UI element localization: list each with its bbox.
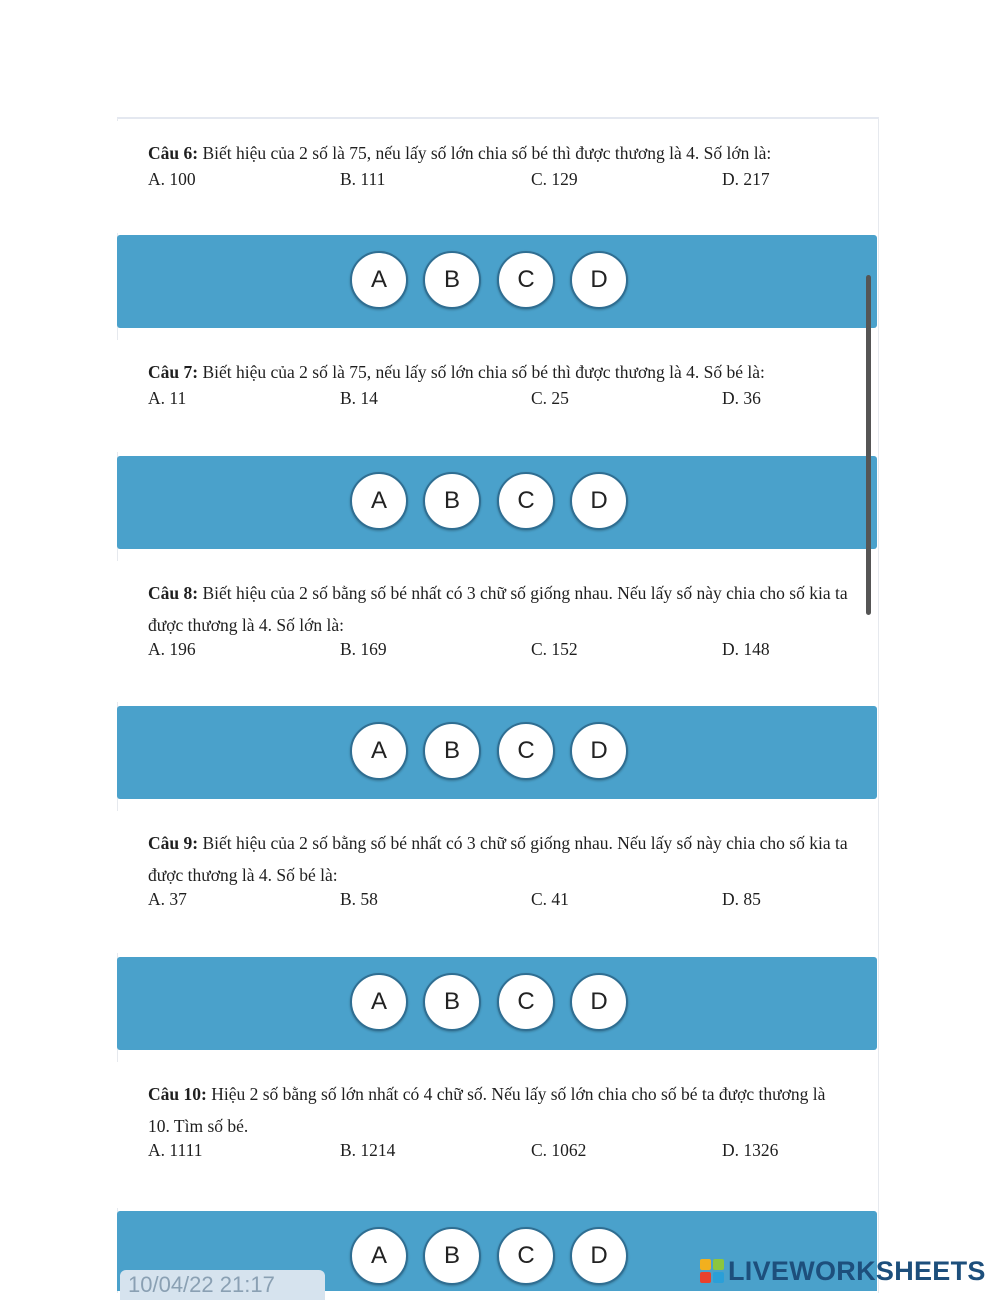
- answer-button-a[interactable]: A: [350, 973, 408, 1031]
- option-a: A. 11: [148, 388, 187, 408]
- answer-bar-8: [117, 706, 877, 799]
- question-body: Biết hiệu của 2 số bằng số bé nhất có 3 chữ số giống nhau. Nếu lấy số này chia cho số kia ta được thương là 4. Số lớn là:: [148, 583, 848, 635]
- answer-button-b[interactable]: B: [423, 973, 481, 1031]
- question-body: Biết hiệu của 2 số là 75, nếu lấy số lớn chia số bé thì được thương là 4. Số lớn là:: [198, 143, 772, 163]
- option-d: D. 85: [722, 889, 761, 909]
- brand-watermark: [700, 1256, 986, 1286]
- question-number: Câu 10:: [148, 1084, 207, 1104]
- scrollbar-thumb[interactable]: [866, 275, 871, 615]
- answer-button-c[interactable]: C: [497, 1227, 555, 1285]
- option-c: C. 152: [531, 639, 578, 659]
- question-body: Biết hiệu của 2 số là 75, nếu lấy số lớn chia số bé thì được thương là 4. Số bé là:: [198, 362, 765, 382]
- option-a: A. 196: [148, 639, 196, 659]
- question-text: [148, 1078, 848, 1142]
- option-a: A. 37: [148, 889, 187, 909]
- option-b: B. 58: [340, 889, 378, 909]
- question-body: Biết hiệu của 2 số bằng số bé nhất có 3 chữ số giống nhau. Nếu lấy số này chia cho số kia ta được thương là 4. Số bé là:: [148, 833, 848, 885]
- answer-button-d[interactable]: D: [570, 1227, 628, 1285]
- answer-button-a[interactable]: A: [350, 251, 408, 309]
- question-text: [148, 577, 848, 641]
- answer-button-c[interactable]: C: [497, 973, 555, 1031]
- answer-button-b[interactable]: B: [423, 1227, 481, 1285]
- option-a: A. 100: [148, 169, 196, 189]
- answer-button-a[interactable]: A: [350, 1227, 408, 1285]
- answer-button-d[interactable]: D: [570, 722, 628, 780]
- option-d: D. 1326: [722, 1140, 779, 1160]
- answer-button-c[interactable]: C: [497, 251, 555, 309]
- option-c: C. 1062: [531, 1140, 587, 1160]
- answer-button-c[interactable]: C: [497, 722, 555, 780]
- question-8: [117, 561, 877, 702]
- answer-button-b[interactable]: B: [423, 472, 481, 530]
- option-row: [148, 639, 868, 667]
- answer-button-d[interactable]: D: [570, 251, 628, 309]
- answer-button-d[interactable]: D: [570, 973, 628, 1031]
- option-b: B. 14: [340, 388, 378, 408]
- timestamp-overlay: 10/04/22 21:17: [120, 1270, 325, 1300]
- question-6: [117, 121, 877, 233]
- answer-button-a[interactable]: A: [350, 472, 408, 530]
- option-b: B. 111: [340, 169, 386, 189]
- option-d: D. 217: [722, 169, 770, 189]
- option-row: [148, 169, 868, 197]
- option-row: [148, 388, 868, 416]
- brand-name: LIVEWORKSHEETS: [728, 1255, 986, 1286]
- answer-bar-9: [117, 957, 877, 1050]
- liveworksheets-logo-icon: [700, 1259, 724, 1283]
- question-number: Câu 8:: [148, 583, 199, 603]
- question-text: [148, 827, 848, 891]
- option-row: [148, 889, 868, 917]
- question-7: [117, 340, 877, 452]
- option-c: C. 25: [531, 388, 569, 408]
- answer-button-d[interactable]: D: [570, 472, 628, 530]
- option-c: C. 41: [531, 889, 569, 909]
- option-d: D. 148: [722, 639, 770, 659]
- answer-button-b[interactable]: B: [423, 722, 481, 780]
- question-9: [117, 811, 877, 953]
- option-row: [148, 1140, 868, 1168]
- option-c: C. 129: [531, 169, 578, 189]
- answer-bar-7: [117, 456, 877, 549]
- answer-button-c[interactable]: C: [497, 472, 555, 530]
- question-10: [117, 1062, 877, 1208]
- option-a: A. 1111: [148, 1140, 203, 1160]
- question-text: [148, 137, 848, 169]
- answer-bar-6: [117, 235, 877, 328]
- question-text: [148, 356, 848, 388]
- question-body: Hiệu 2 số bằng số lớn nhất có 4 chữ số. Nếu lấy số lớn chia cho số bé ta được thương là 10. Tìm số bé.: [148, 1084, 826, 1136]
- question-number: Câu 7:: [148, 362, 199, 382]
- option-b: B. 1214: [340, 1140, 396, 1160]
- option-d: D. 36: [722, 388, 761, 408]
- question-number: Câu 6:: [148, 143, 199, 163]
- answer-button-a[interactable]: A: [350, 722, 408, 780]
- answer-button-b[interactable]: B: [423, 251, 481, 309]
- question-number: Câu 9:: [148, 833, 199, 853]
- option-b: B. 169: [340, 639, 387, 659]
